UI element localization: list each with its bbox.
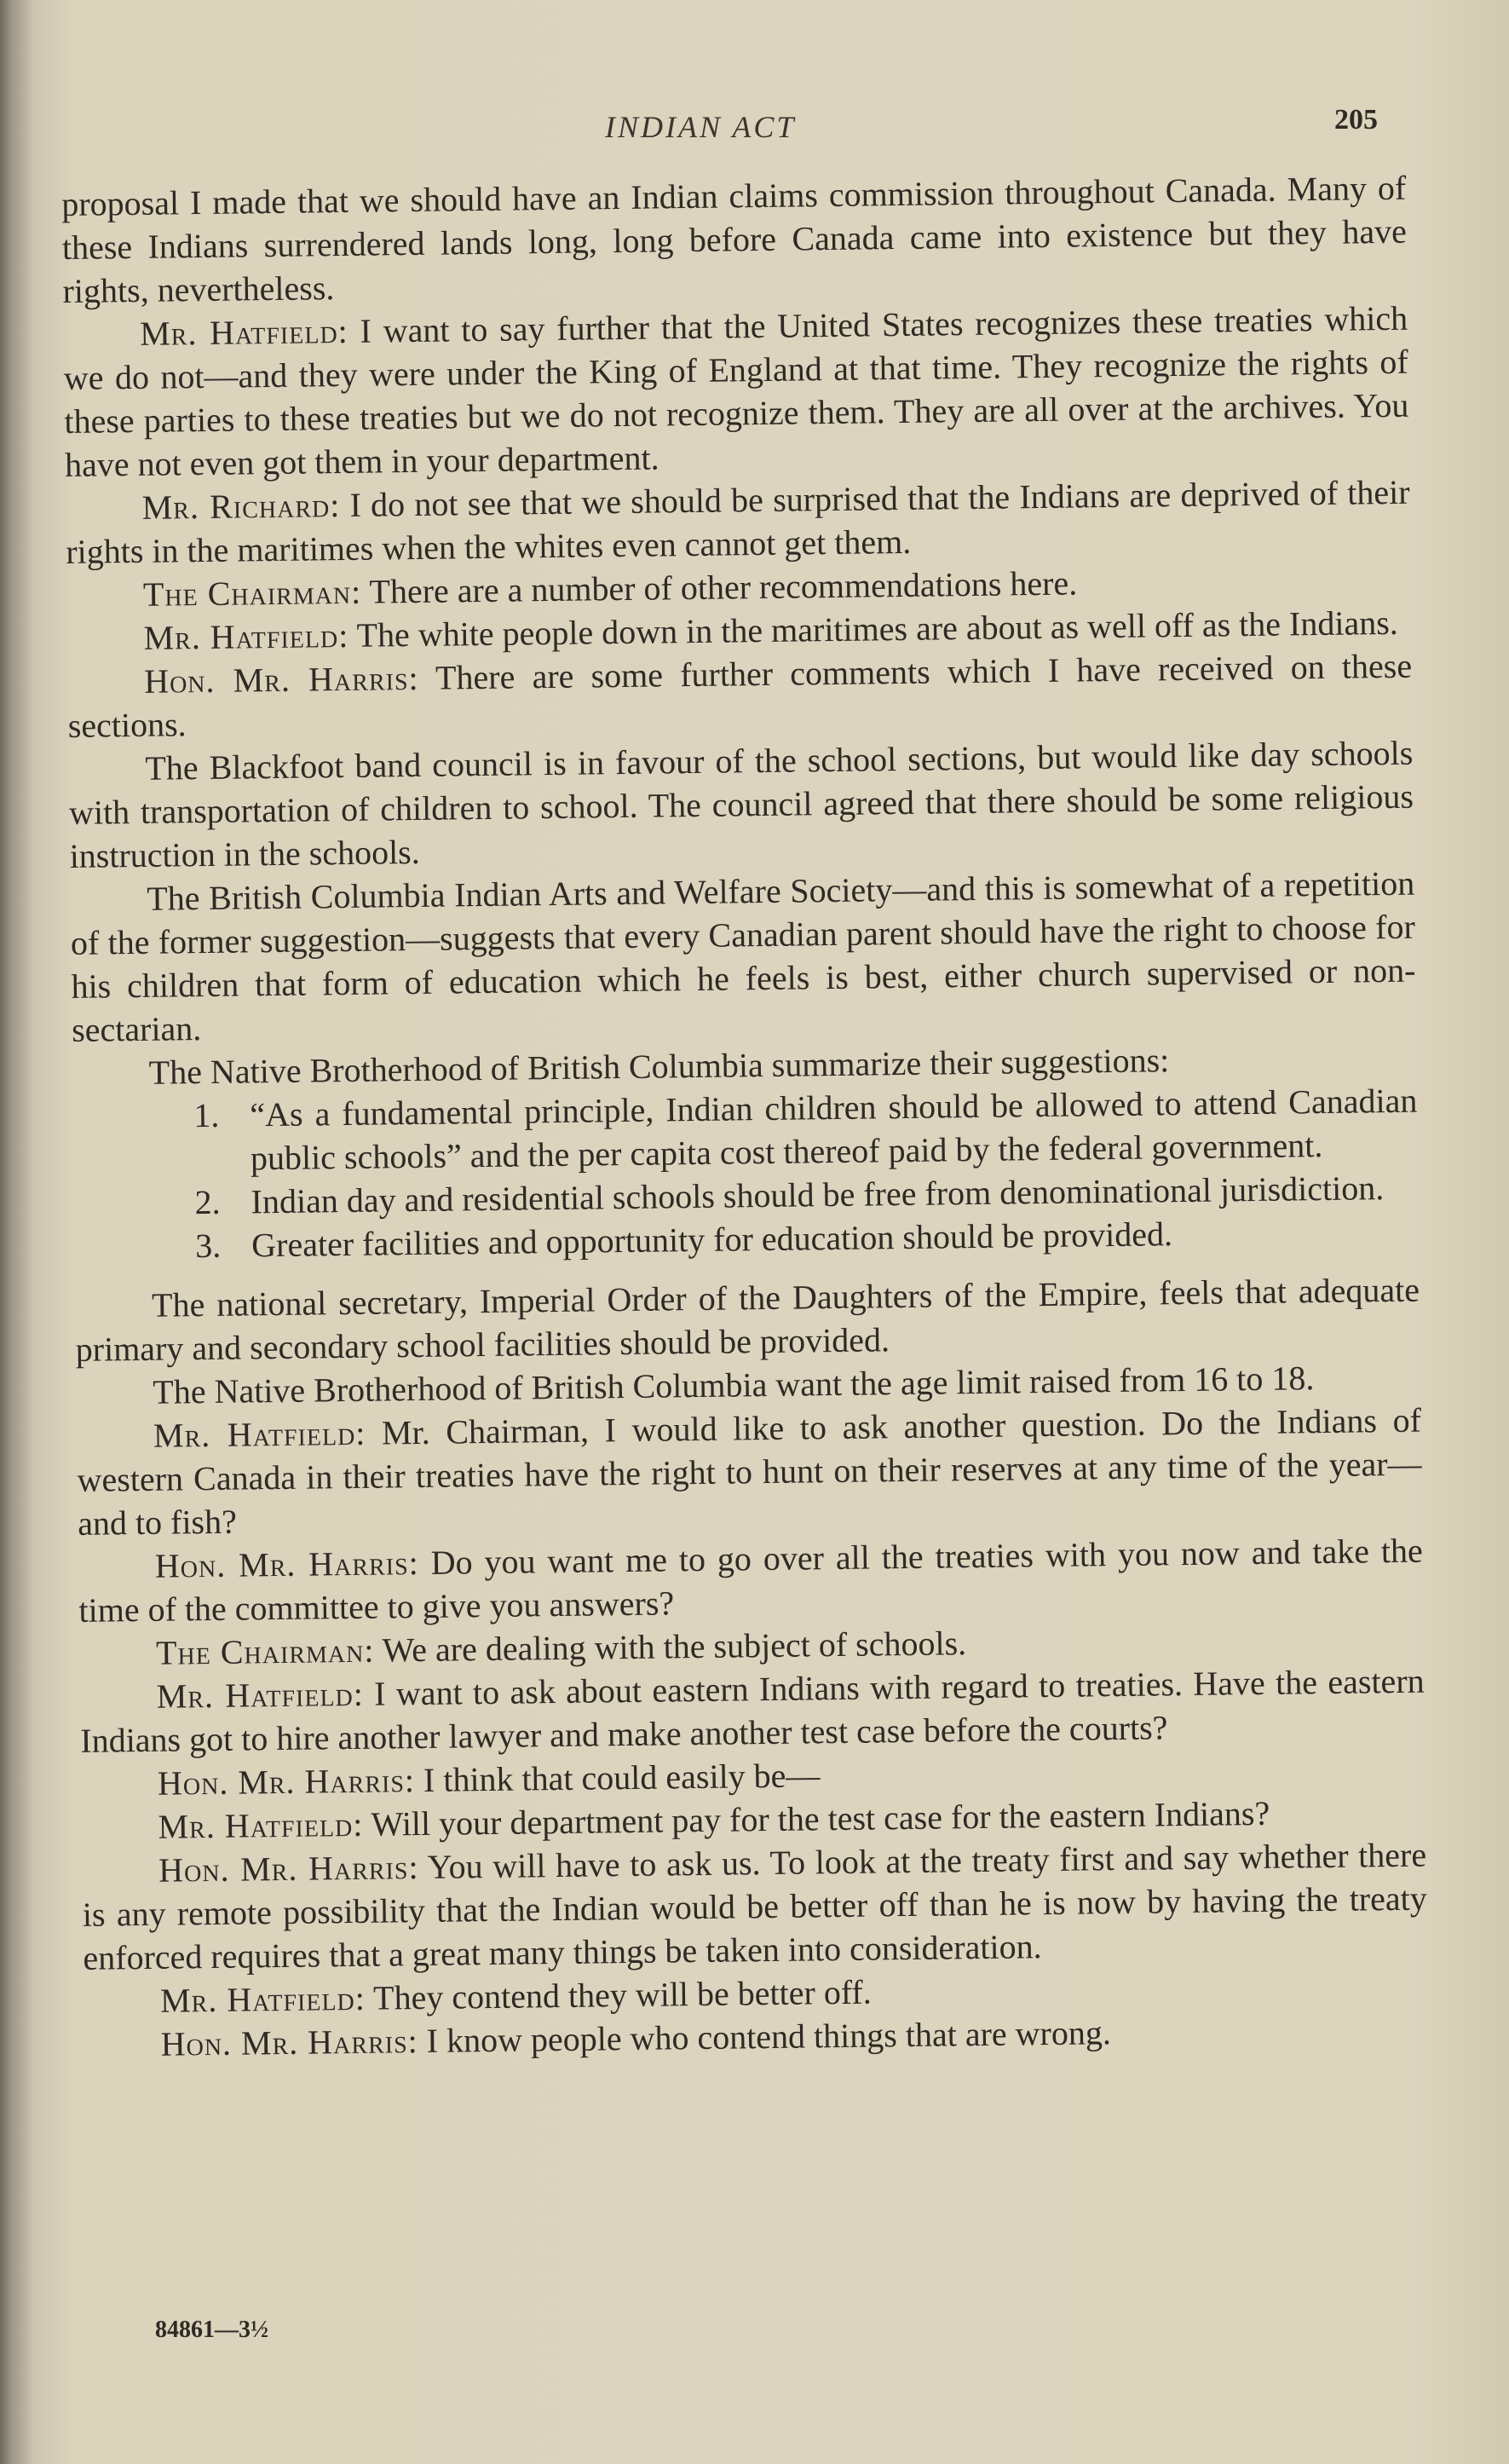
paragraph-text: The Native Brotherhood of British Columbia summarize their suggestions: (148, 1041, 1170, 1092)
printer-code: 84861—3½ (155, 2317, 268, 2343)
speaker-label: The Chairman: (142, 572, 362, 614)
paragraph (77, 1399, 1423, 1545)
paragraph-text: I want to say further that the United States recognizes these treaties which we do not—and they were under the King of England at that time. They recognize the rights of these parties to these treaties but we do not recognize them. They are all over at the archives. You have not even got them in your department. (63, 298, 1409, 484)
speaker-label: Mr. Hatfield: (139, 311, 349, 353)
list-item (72, 1079, 1418, 1182)
speaker-label: Mr. Richard: (141, 486, 341, 527)
list-item-text: “As a fundamental principle, Indian children should be allowed to attend Canadian public schools” and the per capita cost thereof paid by the federal government. (250, 1081, 1418, 1178)
speaker-label: Hon. Mr. Harris: (157, 1761, 416, 1803)
speaker-label: Hon. Mr. Harris: (154, 1543, 419, 1585)
paragraph-text: The national secretary, Imperial Order of the Daughters of the Empire, feels that adequate primary and secondary school facilities should be provided. (75, 1270, 1420, 1369)
page-header (0, 104, 1509, 152)
list-item-text: Indian day and residential schools should be free from denominational jurisdiction. (251, 1169, 1385, 1221)
speaker-label: The Chairman: (155, 1630, 375, 1672)
paragraph (75, 1268, 1420, 1371)
paragraph (68, 731, 1414, 878)
paragraph-text: There are some further comments which I have received on these sections. (67, 646, 1413, 745)
paragraph-text: We are dealing with the subject of schools. (374, 1624, 967, 1670)
paragraph (82, 1833, 1428, 1980)
speaker-label: Mr. Hatfield: (143, 615, 349, 657)
speaker-label: Mr. Hatfield: (156, 1674, 365, 1716)
paragraph (79, 1659, 1425, 1763)
speaker-label: Mr. Hatfield: (158, 1804, 364, 1846)
body-text (61, 166, 1429, 2067)
paragraph-text: There are a number of other recommendations here. (360, 563, 1078, 611)
paragraph-text: They contend they will be better off. (365, 1972, 872, 2017)
paragraph-text: The British Columbia Indian Arts and Welfare Society—and this is somewhat of a repetition of the former suggestion—suggests that every Canadian parent should have the right to choose for his children that form of education which he feels is best, either church supervised or non-sectarian. (70, 863, 1416, 1049)
paragraph-text: The Native Brotherhood of British Columbia want the age limit raised from 16 to 18. (153, 1359, 1315, 1411)
suggestion-list (72, 1079, 1419, 1269)
running-title: INDIAN ACT (605, 110, 797, 144)
paragraph-text: I think that could easily be— (414, 1756, 821, 1800)
speaker-label: Hon. Mr. Harris: (143, 658, 419, 701)
paragraph-text: I want to ask about eastern Indians with regard to treaties. Have the eastern Indians got to hire another lawyer and make another test case before the courts? (80, 1661, 1425, 1760)
page-number: 205 (1334, 104, 1378, 136)
paragraph-text: The Blackfoot band council is in favour of the school sections, but would like day schools with transportation of children to school. The council agreed that there should be some religious instruction in the schools. (68, 733, 1414, 875)
paragraph (78, 1529, 1424, 1632)
speaker-label: Mr. Hatfield: (159, 1978, 366, 2020)
paragraph-text: Do you want me to go over all the treaties with you now and take the time of the committee to give you answers? (78, 1531, 1424, 1630)
paragraph (61, 166, 1408, 313)
list-number: 3. (194, 1226, 222, 1266)
paragraph (70, 862, 1416, 1052)
paragraph (63, 297, 1409, 487)
paragraph-text: The white people down in the maritimes are about as well off as the Indians. (348, 603, 1399, 655)
list-number: 2. (194, 1182, 221, 1222)
paragraph-text: proposal I made that we should have an Indian claims commission throughout Canada. Many of these Indians surrendered lands long, long before Canada came into existence but they have rights, nevertheless. (61, 168, 1408, 310)
paragraph-text: I know people who contend things that are wrong. (418, 2013, 1112, 2061)
paragraph-text: You will have to ask us. To look at the treaty first and say whether there is any remote possibility that the Indian would be better off than he is now by having the treaty enforced requires that a great many things be taken into consideration. (82, 1835, 1427, 1977)
list-number: 1. (193, 1095, 220, 1135)
paragraph-text: Will your department pay for the test case for the eastern Indians? (363, 1793, 1270, 1844)
paragraph (65, 470, 1410, 574)
paragraph-text: I do not see that we should be surprised that the Indians are deprived of their rights in the maritimes when the whites even cannot get them. (66, 472, 1410, 571)
speaker-label: Hon. Mr. Harris: (160, 2022, 418, 2063)
speaker-label: Hon. Mr. Harris: (158, 1848, 419, 1890)
paragraph (67, 644, 1413, 747)
paragraph-text: Mr. Chairman, I would like to ask another question. Do the Indians of western Canada in their treaties have the right to hunt on their reserves at any time of the year—and to fish? (77, 1400, 1422, 1543)
list-item-text: Greater facilities and opportunity for education should be provided. (251, 1215, 1173, 1265)
speaker-label: Mr. Hatfield: (153, 1413, 366, 1455)
